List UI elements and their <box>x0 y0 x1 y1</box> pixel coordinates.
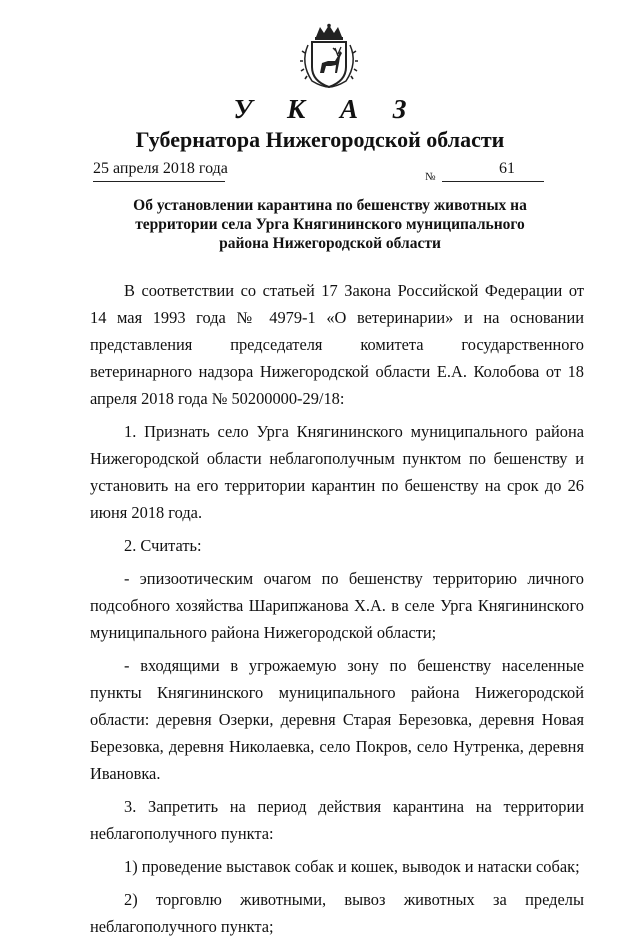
number-sign: № <box>425 171 436 183</box>
coat-of-arms-icon <box>298 23 360 89</box>
decree-title: У К А З <box>233 94 421 124</box>
paragraph: - входящими в угрожаемую зону по бешенству населенные пункты Княгининского муниципального района Нижегородской области: деревня Озерки, деревня Старая Березовка, деревня Новая Березовка, деревня Николаевка, село Покров, село Нутренка, деревня Ивановка. <box>90 656 584 783</box>
paragraph: В соответствии со статьей 17 Закона Российской Федерации от 14 мая 1993 года № 4979-1 «О ветеринарии» и на основании представления председателя комитета государственного ветеринарного надзора Нижегородской области Е.А. Колобова от 18 апреля 2018 года № 50200000-29/18: <box>90 281 584 408</box>
decree-date: 25 апреля 2018 года <box>93 160 228 177</box>
decree-body <box>90 277 584 940</box>
paragraph: - эпизоотическим очагом по бешенству территорию личного подсобного хозяйства Шарипжанова Х.А. в селе Урга Княгининского муниципального района Нижегородской области; <box>90 569 584 642</box>
decree-subject: Об установлении карантина по бешенству животных на территории села Урга Княгининского муниципального района Нижегородской области <box>133 197 527 252</box>
paragraph: 3. Запретить на период действия карантина на территории неблагополучного пункта: <box>90 797 584 843</box>
number-underline <box>442 181 544 182</box>
decree-number: 61 <box>499 160 515 177</box>
paragraph: 1) проведение выставок собак и кошек, выводок и натаски собак; <box>124 857 580 876</box>
paragraph: 1. Признать село Урга Княгининского муниципального района Нижегородской области неблагополучным пунктом по бешенству и установить на его территории карантин по бешенству на срок до 26 июня 2018 года. <box>90 422 584 522</box>
date-underline <box>93 181 225 182</box>
paragraph: 2) торговлю животными, вывоз животных за пределы неблагополучного пункта; <box>90 890 584 936</box>
paragraph: 2. Считать: <box>124 536 202 555</box>
issuer-title: Губернатора Нижегородской области <box>135 127 505 152</box>
